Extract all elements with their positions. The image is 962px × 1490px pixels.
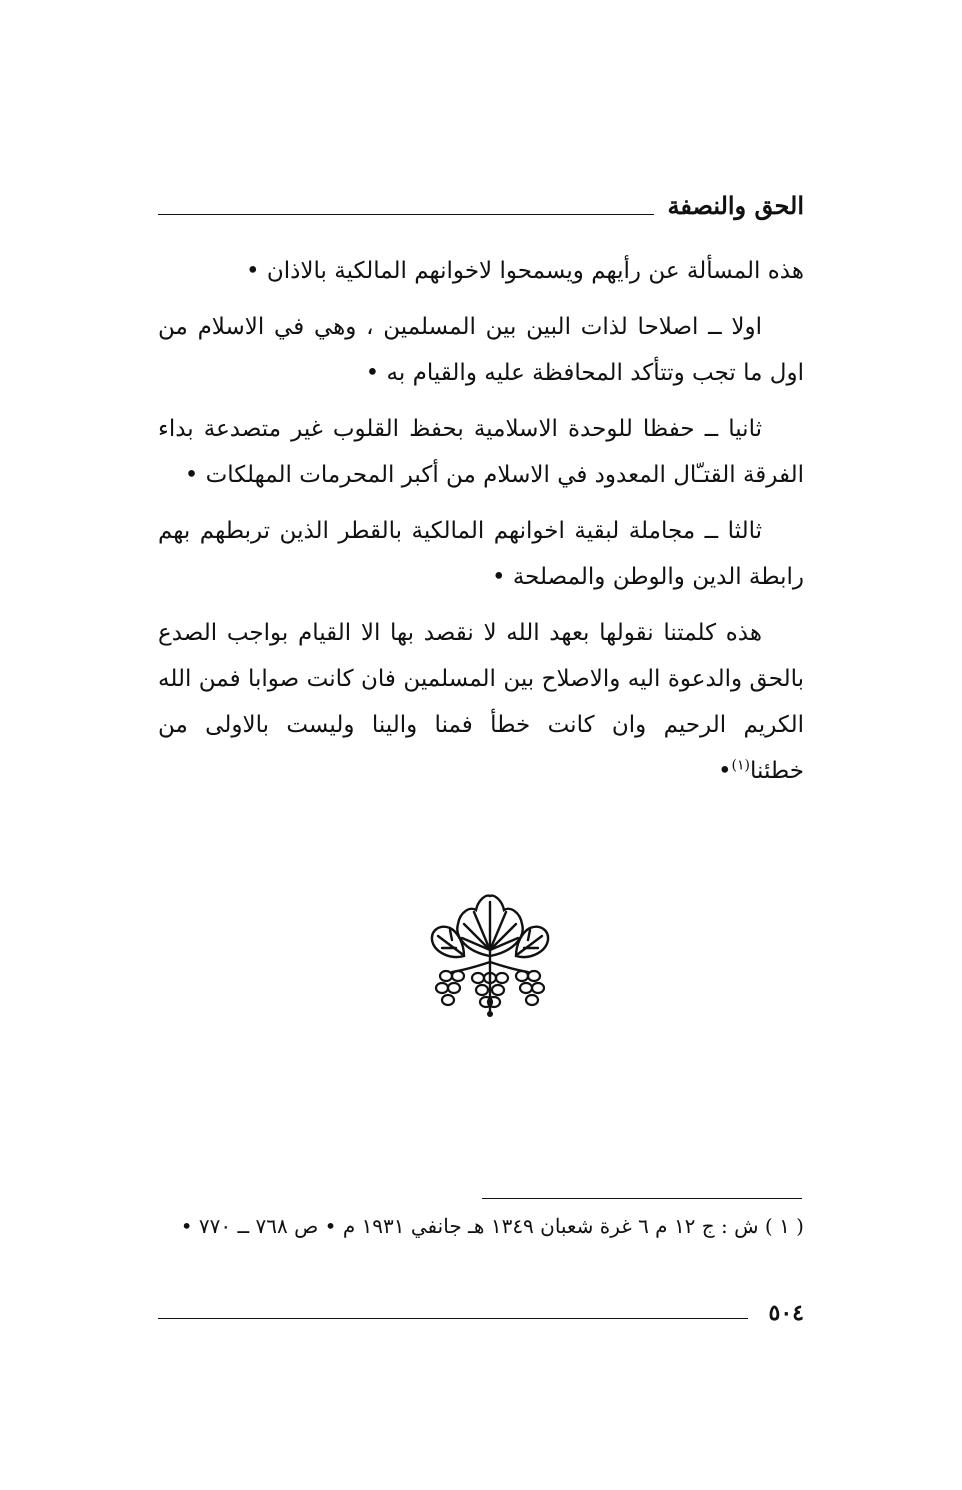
page-number: ٥٠٤: [768, 1300, 804, 1326]
paragraph-text: اولا ــ اصلاحا لذات البين بين المسلمين ، وهي في الاسلام من اول ما تجب وتتأكد المحافظة عليه والقيام به •: [158, 314, 804, 386]
floral-fleuron-icon: [428, 890, 552, 1020]
paragraph-text: هذه كلمتنا نقولها بعهد الله لا نقصد بها الا القيام بواجب الصدع بالحق والدعوة اليه والاصلاح بين المسلمين فان كانت صوابا فمن الله الكريم الرحيم وان كانت خطأ فمنا والينا وليست بالاولى من خطئنا: [158, 620, 804, 784]
paragraph-text: ثالثا ــ مجاملة لبقية اخوانهم المالكية بالقطر الذين تربطهم بهم رابطة الدين والوطن والمصلحة •: [158, 518, 804, 590]
closing-mark: •: [717, 758, 732, 784]
paragraph-text: ثانيا ــ حفظا للوحدة الاسلامية بحفظ القلوب غير متصدعة بداء الفرقة القتـّال المعدود في الاسلام من أكبر المحرمات المهلكات •: [158, 416, 804, 488]
paragraph: [158, 304, 804, 396]
paragraph: [158, 610, 804, 794]
paragraph: [158, 508, 804, 600]
footnote-reference[interactable]: (١): [731, 757, 751, 774]
running-title: الحق والنصفة: [667, 191, 804, 220]
paragraph: [158, 406, 804, 498]
header-rule: [158, 214, 654, 215]
footnotes: [158, 1208, 804, 1244]
footer-rule: [158, 1318, 748, 1319]
footnote-rule: [482, 1198, 802, 1199]
paragraph: [158, 248, 804, 294]
running-header: [158, 190, 804, 230]
page-footer: [158, 1298, 804, 1332]
paragraph-text: هذه المسألة عن رأيهم ويسمحوا لاخوانهم المالكية بالاذان •: [246, 258, 804, 284]
body-text: [158, 248, 804, 804]
footnote-item: ( ١ ) ش : ج ١٢ م ٦ غرة شعبان ١٣٤٩ هـ جانفي ١٩٣١ م • ص ٧٦٨ ــ ٧٧٠ •: [180, 1214, 804, 1238]
